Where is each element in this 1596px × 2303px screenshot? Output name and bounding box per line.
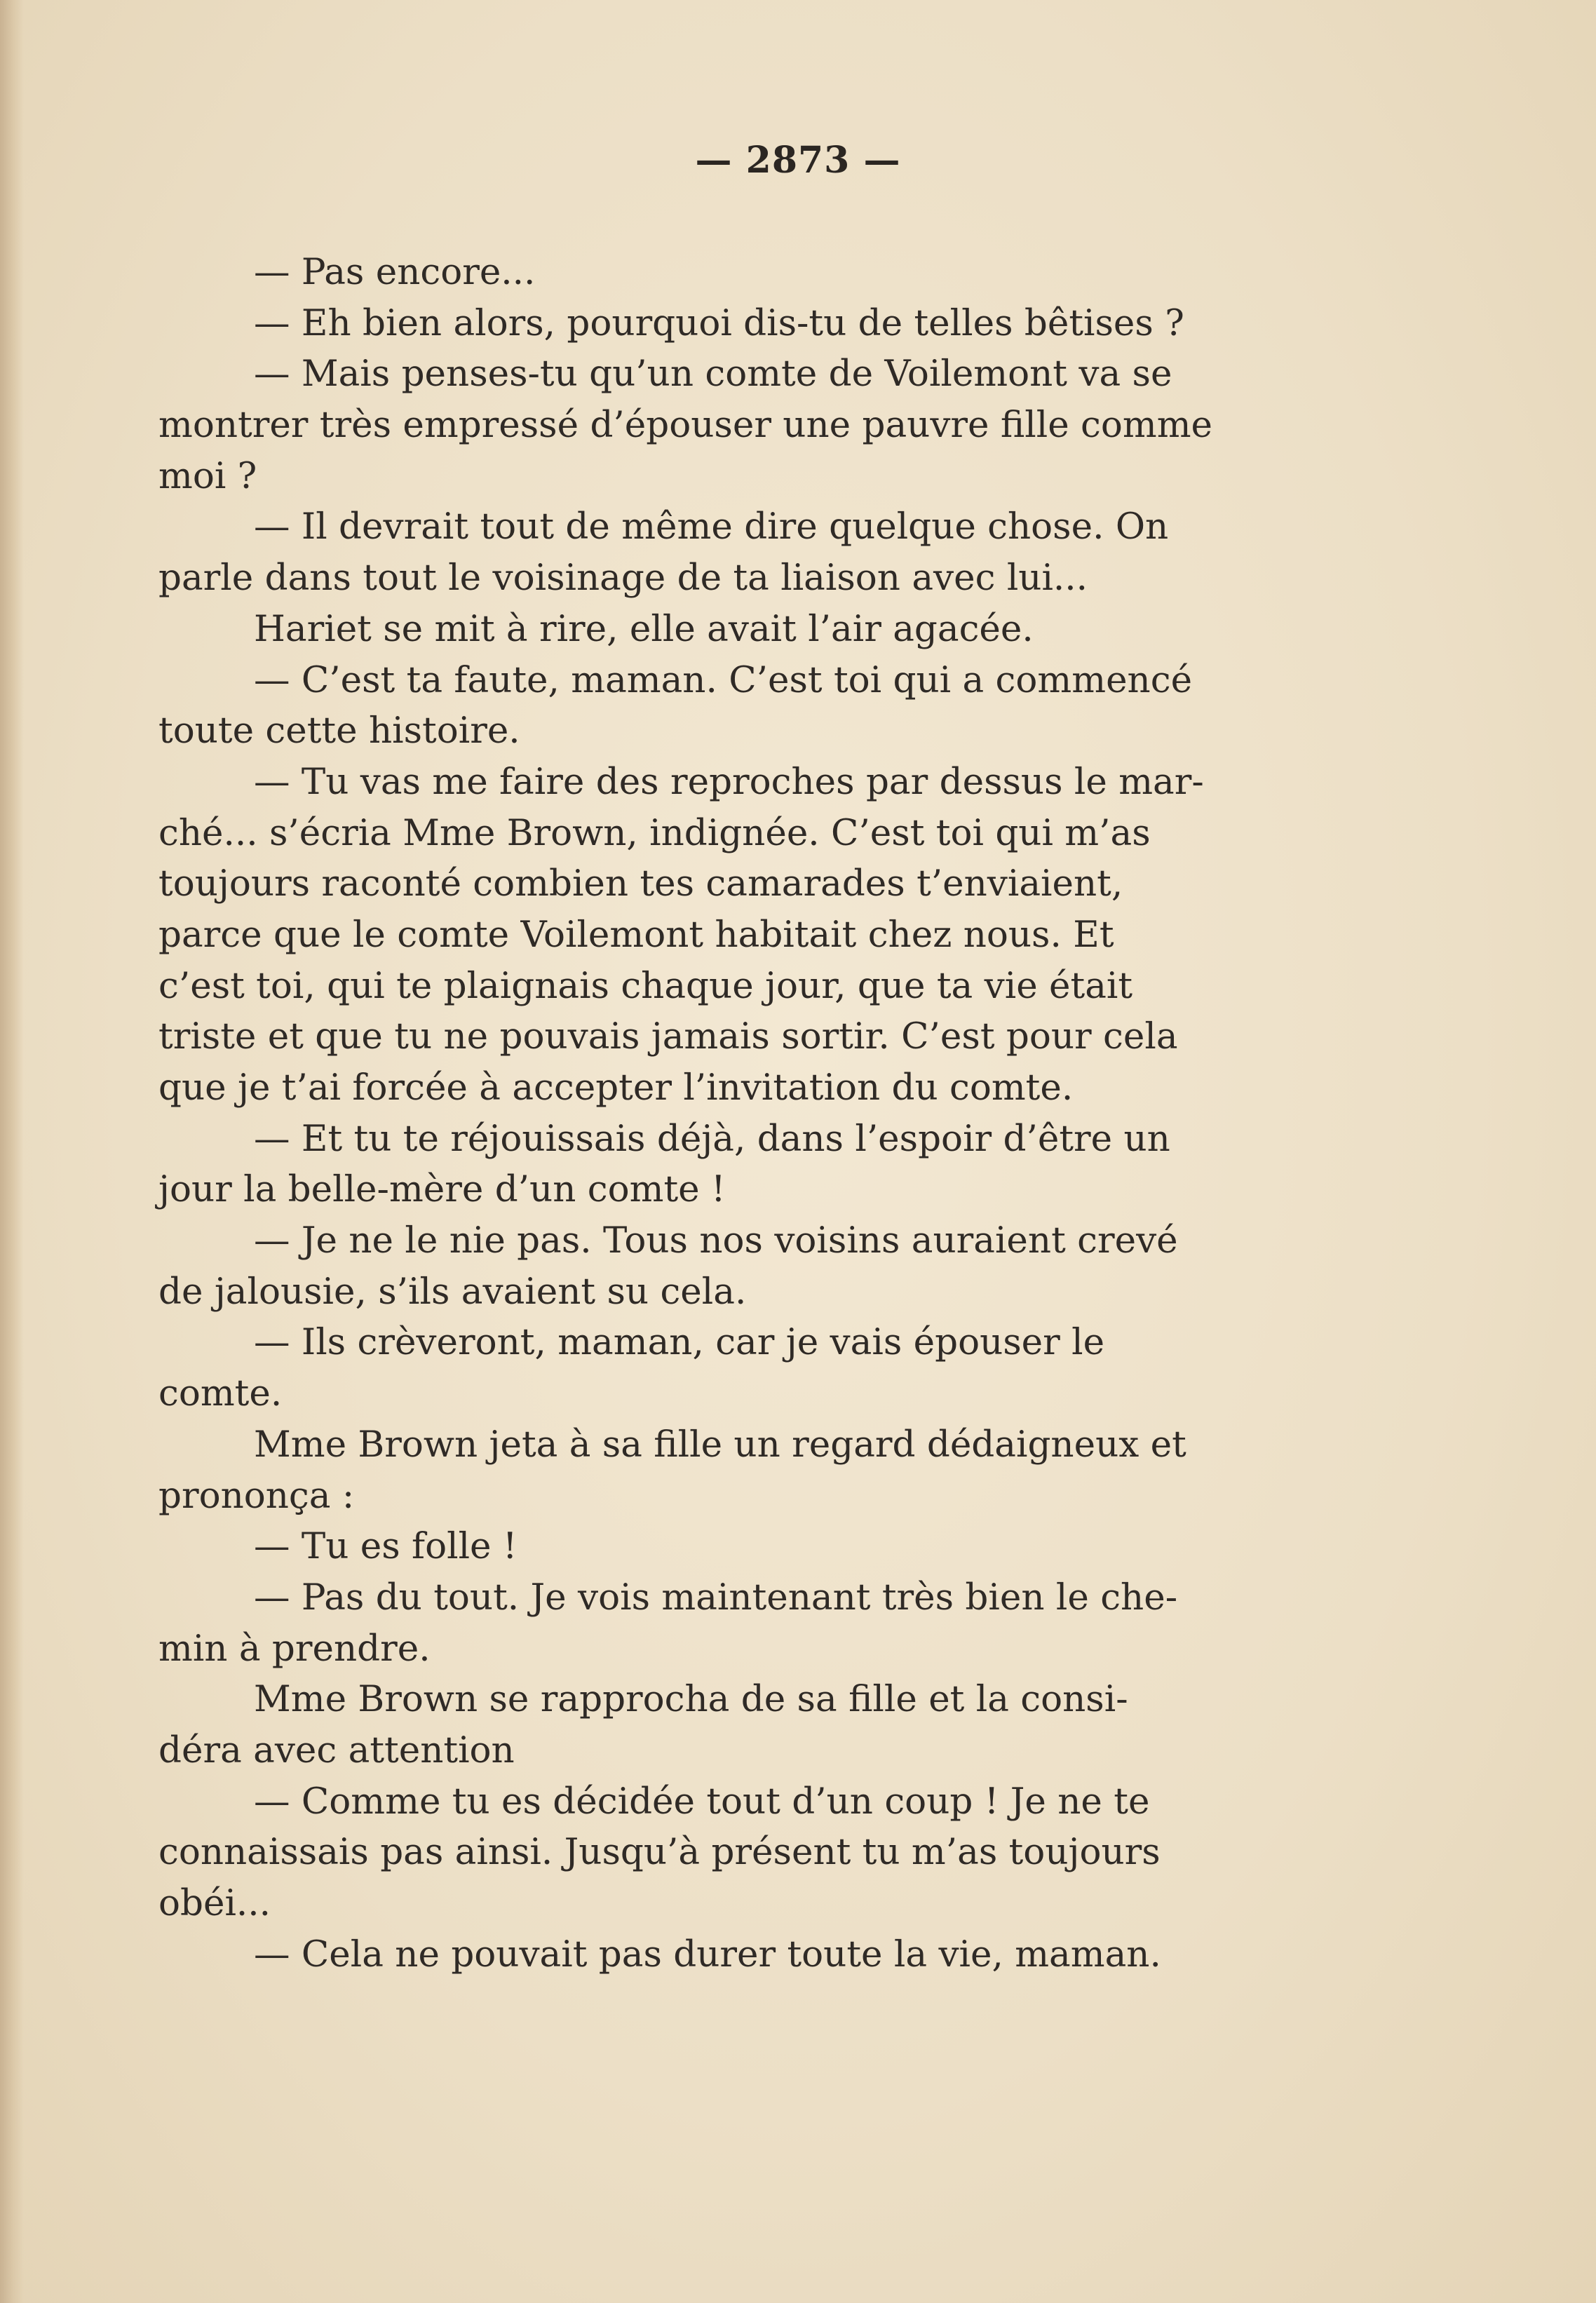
- text-line: — Comme tu es décidée tout d’un coup ! Je ne te: [254, 1780, 1150, 1823]
- text-line: toute cette histoire.: [158, 710, 520, 752]
- text-line: — Je ne le nie pas. Tous nos voisins auraient crevé: [254, 1220, 1178, 1262]
- text-line: moi ?: [158, 454, 257, 497]
- text-line: prononça :: [158, 1474, 355, 1517]
- text-line: — Et tu te réjouissais déjà, dans l’espoir d’être un: [254, 1117, 1170, 1160]
- text-line: que je t’ai forcée à accepter l’invitation du comte.: [158, 1067, 1074, 1109]
- text-line: — Ils crèveront, maman, car je vais épouser le: [254, 1321, 1105, 1364]
- text-line: toujours raconté combien tes camarades t’enviaient,: [158, 863, 1123, 905]
- text-line: — Tu es folle !: [254, 1525, 518, 1568]
- text-line: connaissais pas ainsi. Jusqu’à présent tu m’as toujours: [158, 1831, 1161, 1874]
- text-line: Hariet se mit à rire, elle avait l’air agacée.: [254, 607, 1034, 650]
- text-line: Mme Brown jeta à sa fille un regard dédaigneux et: [254, 1423, 1186, 1466]
- text-line: — Pas du tout. Je vois maintenant très bien le che-: [254, 1576, 1178, 1619]
- text-line: montrer très empressé d’épouser une pauvre fille comme: [158, 404, 1213, 447]
- text-line: Mme Brown se rapprocha de sa fille et la consi-: [254, 1678, 1128, 1721]
- text-line: déra avec attention: [158, 1729, 515, 1771]
- text-line: de jalousie, s’ils avaient su cela.: [158, 1270, 747, 1313]
- text-line: — Mais penses-tu qu’un comte de Voilemont va se: [254, 353, 1172, 396]
- page-binding-edge: [0, 0, 24, 2303]
- body-text: [158, 247, 1360, 1980]
- text-line: — Tu vas me faire des reproches par dessus le mar-: [254, 760, 1204, 803]
- text-line: — Cela ne pouvait pas durer toute la vie, maman.: [254, 1933, 1161, 1976]
- text-line: — C’est ta faute, maman. C’est toi qui a commencé: [254, 659, 1193, 701]
- text-line: min à prendre.: [158, 1627, 431, 1670]
- text-line: triste et que tu ne pouvais jamais sortir. C’est pour cela: [158, 1015, 1178, 1058]
- text-line: — Eh bien alors, pourquoi dis-tu de telles bêtises ?: [254, 302, 1184, 344]
- text-line: ché... s’écria Mme Brown, indignée. C’est toi qui m’as: [158, 811, 1151, 854]
- text-line: — Pas encore...: [254, 251, 536, 293]
- text-line: — Il devrait tout de même dire quelque chose. On: [254, 506, 1169, 548]
- page-number: — 2873 —: [695, 139, 901, 182]
- text-line: obéi...: [158, 1882, 271, 1924]
- text-line: parce que le comte Voilemont habitait chez nous. Et: [158, 913, 1114, 956]
- text-line: c’est toi, qui te plaignais chaque jour, que ta vie était: [158, 964, 1133, 1007]
- text-line: jour la belle-mère d’un comte !: [158, 1168, 726, 1211]
- text-line: parle dans tout le voisinage de ta liaison avec lui...: [158, 557, 1088, 600]
- text-line: comte.: [158, 1372, 283, 1415]
